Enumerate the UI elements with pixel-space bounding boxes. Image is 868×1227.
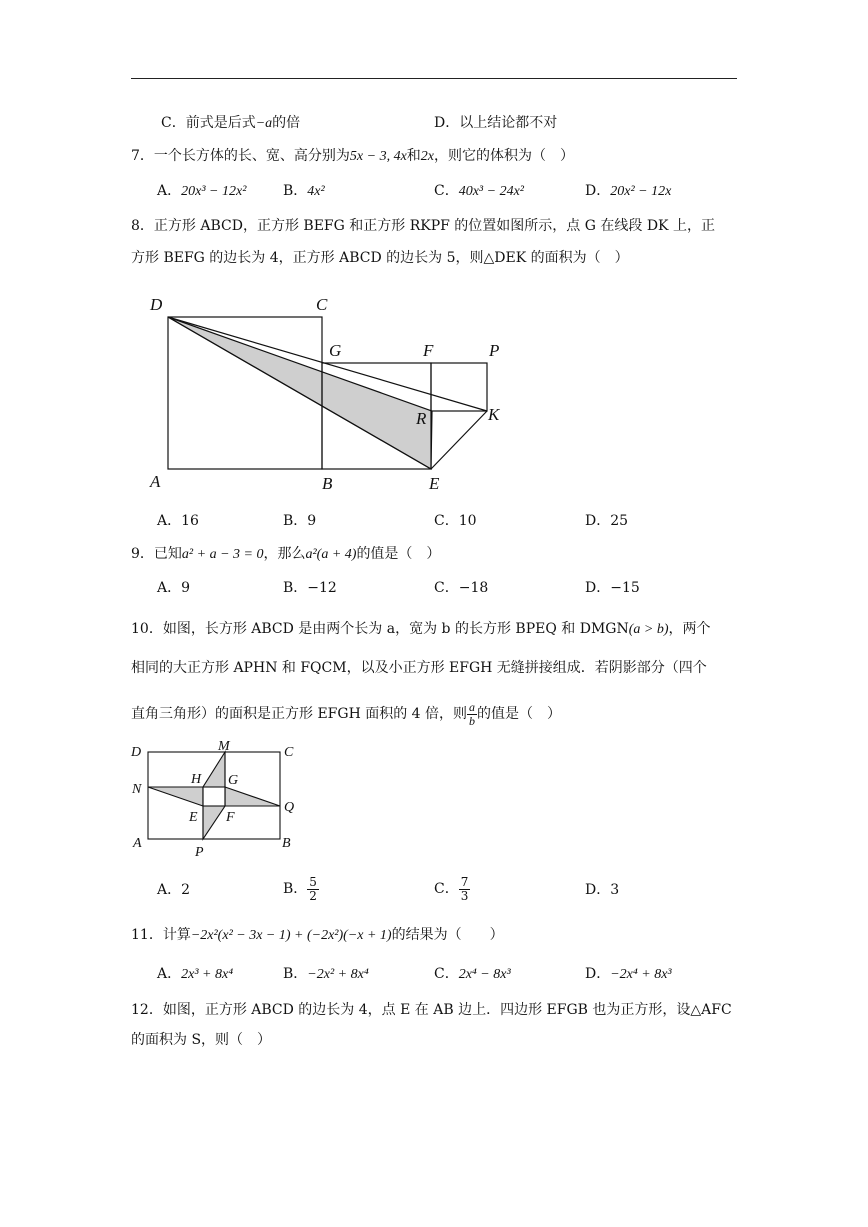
q9-option-b[interactable]: B．−12 (283, 580, 337, 596)
q10-figure (128, 736, 318, 860)
q8-label-d: D (150, 295, 163, 314)
q6-option-d[interactable]: D．以上结论都不对 (434, 115, 558, 131)
q8-square-rkpf (431, 363, 487, 411)
q10-label-f: F (226, 810, 235, 825)
q8-option-c[interactable]: C．10 (434, 513, 477, 529)
q10-label-n: N (132, 782, 142, 797)
q10-label-h: H (191, 772, 202, 787)
q10-stem-line1: 10．如图，长方形 ABCD 是由两个长为 a，宽为 b 的长方形 BPEQ 和 DMGN(a > b)，两个 (131, 621, 711, 637)
q10-square-efgh (203, 787, 225, 806)
q8-label-p: P (489, 341, 500, 360)
q9-option-d[interactable]: D．−15 (585, 580, 640, 596)
q8-label-r: R (416, 409, 427, 428)
q11-option-b[interactable]: B．−2x² + 8x⁴ (283, 966, 369, 982)
q8-label-k: K (488, 405, 500, 424)
q7-stem: 7．一个长方体的长、宽、高分别为5x − 3, 4x和2x，则它的体积为（ ） (131, 148, 575, 164)
q8-stem-line2: 方形 BEFG 的边长为 4，正方形 ABCD 的边长为 5，则△DEK 的面积为（ ） (131, 250, 629, 266)
q8-label-b: B (322, 474, 333, 493)
q8-label-c: C (316, 295, 328, 314)
q10-stem-line2: 相同的大正方形 APHN 和 FQCM，以及小正方形 EFGH 无缝拼接组成．若阴影部分（四个 (131, 660, 707, 676)
q10-shaded-triangle-top (203, 752, 225, 787)
q7-option-b[interactable]: B．4x² (283, 183, 325, 199)
q10-label-b: B (282, 836, 291, 851)
q10-label-p: P (195, 845, 204, 860)
q8-label-g: G (329, 341, 342, 360)
q10-label-a: A (133, 836, 142, 851)
q7-option-a[interactable]: A．20x³ − 12x² (157, 183, 247, 199)
q10-option-d[interactable]: D．3 (585, 882, 620, 898)
q10-option-c[interactable]: C． $\frac{7}{3}$ (434, 874, 469, 903)
q10-label-d: D (131, 745, 142, 760)
q9-stem: 9．已知a² + a − 3 = 0，那么a²(a + 4)的值是（ ） (131, 546, 441, 562)
q12-stem-line1: 12．如图，正方形 ABCD 的边长为 4，点 E 在 AB 边上．四边形 EFGB 也为正方形，设△AFC (131, 1002, 732, 1018)
header-rule (131, 78, 737, 79)
q8-segment-de (168, 317, 431, 469)
q8-option-d[interactable]: D．25 (585, 513, 629, 529)
q11-stem: 11．计算−2x²(x² − 3x − 1) + (−2x²)(−x + 1)的结果为（ ） (131, 927, 504, 943)
q9-option-c[interactable]: C．−18 (434, 580, 489, 596)
q10-option-a[interactable]: A．2 (157, 882, 191, 898)
q10-shaded-triangle-left (148, 787, 203, 806)
q7-option-d[interactable]: D．20x² − 12x (585, 183, 672, 199)
q7-option-c[interactable]: C．40x³ − 24x² (434, 183, 524, 199)
q10-shaded-triangle-right (225, 787, 280, 806)
q10-stem-line3: 直角三角形）的面积是正方形 EFGH 面积的 4 倍，则 $\frac{a}{b}$ 的值是（ ） (131, 699, 562, 728)
q11-option-a[interactable]: A．2x³ + 8x⁴ (157, 966, 234, 982)
q10-shaded-triangle-bottom (203, 806, 225, 839)
q8-segment-ek (431, 411, 487, 469)
q8-option-a[interactable]: A．16 (157, 513, 199, 529)
q8-stem-line1: 8．正方形 ABCD，正方形 BEFG 和正方形 RKPF 的位置如图所示，点 G 在线段 DK 上，正 (131, 218, 715, 234)
q8-label-f: F (423, 341, 434, 360)
q10-label-c: C (284, 745, 294, 760)
q10-fraction-a-over-b: $\frac{a}{b}$ (469, 699, 476, 728)
q10-label-q: Q (284, 800, 295, 815)
q10-label-g: G (228, 773, 239, 788)
q10-label-e: E (189, 810, 198, 825)
q10-label-m: M (218, 739, 230, 754)
q9-option-a[interactable]: A．9 (157, 580, 191, 596)
q8-label-a: A (150, 472, 161, 491)
q8-option-b[interactable]: B．9 (283, 513, 317, 529)
q11-option-d[interactable]: D．−2x⁴ + 8x³ (585, 966, 672, 982)
q8-figure (140, 290, 520, 500)
q6-option-c[interactable]: C．前式是后式−a的倍 (161, 115, 301, 131)
q11-option-c[interactable]: C．2x⁴ − 8x³ (434, 966, 511, 982)
q10-option-b[interactable]: B． $\frac{5}{2}$ (283, 874, 317, 903)
q12-stem-line2: 的面积为 S，则（ ） (131, 1032, 272, 1048)
q8-label-e: E (429, 474, 440, 493)
